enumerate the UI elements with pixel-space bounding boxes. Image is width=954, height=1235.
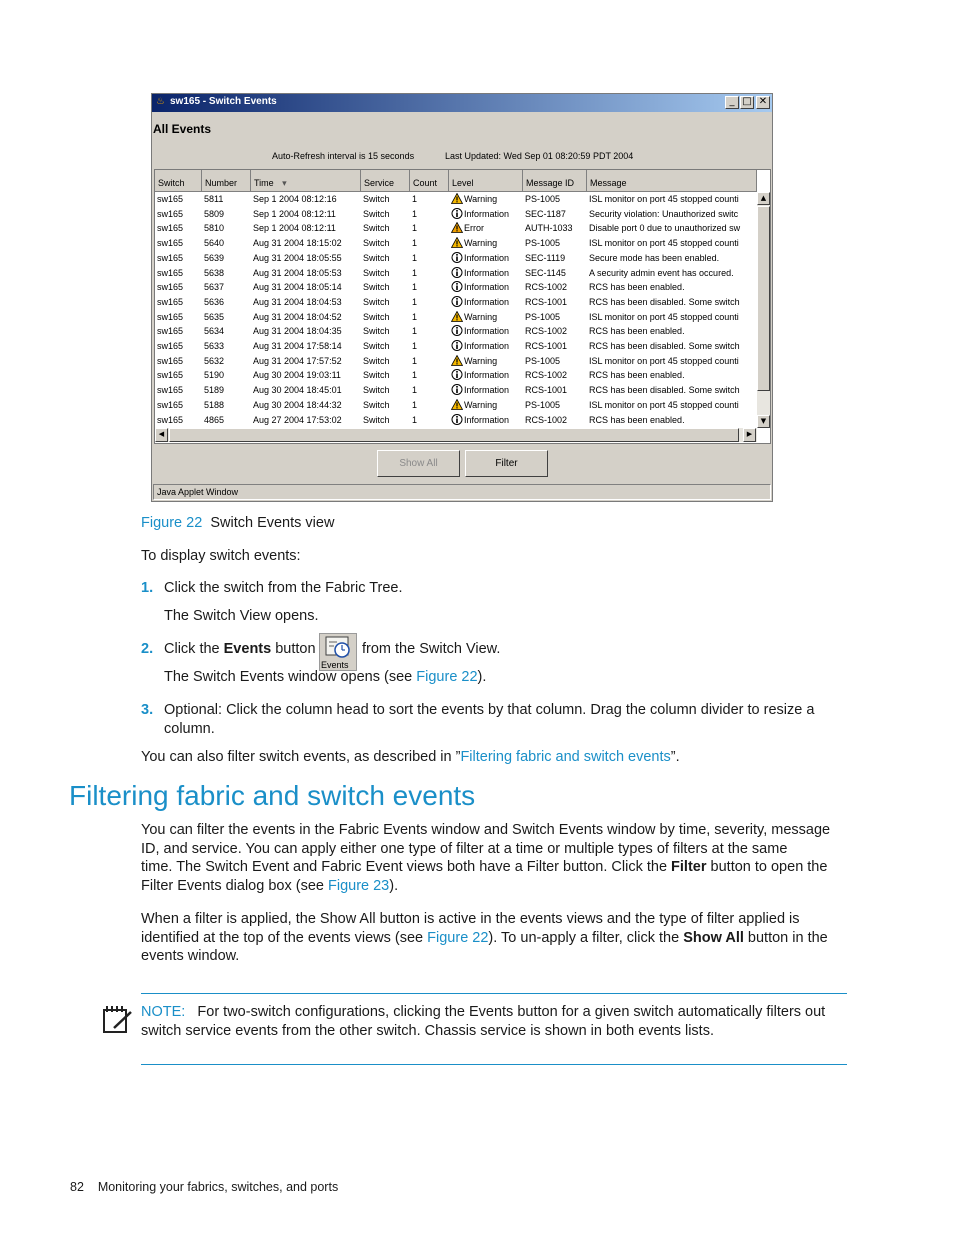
table-cell: Information (449, 368, 523, 383)
table-cell: 5638 (204, 267, 225, 278)
column-header-message-id[interactable]: Message ID (523, 170, 587, 192)
info-icon (451, 296, 463, 307)
table-cell: 5634 (204, 326, 225, 337)
title-bar (152, 94, 772, 112)
table-cell: sw165 (157, 296, 184, 307)
table-cell: Aug 31 2004 18:04:53 (253, 296, 342, 307)
table-cell: SEC-1119 (525, 252, 566, 263)
table-cell: ISL monitor on port 45 stopped counti (589, 355, 739, 366)
table-cell: Switch (363, 399, 390, 410)
table-cell: A security admin event has occured. (589, 267, 734, 278)
status-bar: Java Applet Window (153, 484, 771, 500)
table-cell: Warning (449, 236, 523, 251)
table-cell: sw165 (157, 311, 184, 322)
table-cell: PS-1005 (525, 311, 561, 322)
table-cell: sw165 (157, 194, 184, 204)
table-cell: RCS has been enabled. (589, 326, 685, 337)
para1-l4-pre: Filter Events dialog box (see (141, 878, 324, 894)
table-cell: Aug 30 2004 18:44:32 (253, 399, 342, 410)
table-cell: Aug 27 2004 17:53:02 (253, 414, 342, 425)
minimize-icon[interactable]: _ (725, 96, 739, 109)
table-cell: Aug 31 2004 18:04:35 (253, 326, 342, 337)
table-cell: 1 (412, 385, 418, 396)
table-cell: SEC-1145 (525, 267, 566, 278)
table-cell: sw165 (157, 267, 184, 278)
warning-icon (451, 311, 463, 322)
table-cell: 1 (412, 296, 418, 307)
para1-line4 (141, 877, 398, 896)
table-cell: Warning (449, 310, 523, 325)
figure-22-link[interactable]: Figure 22 (416, 669, 478, 685)
info-icon (451, 369, 463, 380)
table-cell: Information (449, 383, 523, 398)
sort-arrow-icon: ▾ (279, 178, 287, 188)
all-events-heading: All Events (153, 122, 212, 136)
table-cell: PS-1005 (525, 399, 561, 410)
table-cell: RCS-1001 (525, 341, 568, 351)
para1-line3 (141, 858, 827, 877)
maximize-icon[interactable]: □ (740, 96, 754, 109)
step-2-post: button (275, 641, 316, 657)
table-row[interactable] (155, 383, 757, 398)
note-pad-icon (101, 1004, 135, 1036)
step-1-text: Click the switch from the Fabric Tree. (164, 580, 403, 596)
table-cell: 1 (412, 208, 418, 219)
column-header-message[interactable]: Message (587, 170, 757, 192)
table-cell: Switch (363, 267, 390, 278)
table-row[interactable] (155, 398, 757, 413)
table-cell: Warning (449, 192, 523, 207)
table-cell: Information (449, 207, 523, 222)
figure-23-link[interactable]: Figure 23 (327, 878, 390, 894)
para1-line1: You can filter the events in the Fabric Events window and Switch Events window by time, severity, message (141, 822, 831, 838)
table-cell: 1 (412, 399, 418, 410)
note-label: NOTE: (141, 1004, 186, 1020)
info-icon (451, 414, 463, 425)
table-cell: Switch (363, 238, 390, 249)
table-cell: Switch (363, 282, 390, 293)
table-cell: sw165 (157, 341, 184, 351)
figure-22-link-2[interactable]: Figure 22 (427, 930, 489, 946)
figure-caption (141, 514, 334, 533)
column-header-count[interactable]: Count (410, 170, 449, 192)
also-filter-text (141, 748, 680, 767)
table-cell: Aug 30 2004 19:03:11 (253, 370, 341, 381)
table-cell: RCS-1002 (525, 370, 568, 381)
table-cell: sw165 (157, 385, 184, 396)
table-cell: RCS has been disabled. Some switch (589, 385, 740, 396)
table-row[interactable] (155, 324, 757, 339)
table-cell: RCS has been enabled. (589, 282, 685, 293)
note-top-rule (141, 993, 847, 994)
step-1-number: 1. (141, 580, 154, 596)
table-cell: RCS has been enabled. (589, 414, 685, 425)
also-post: ”. (670, 749, 680, 765)
table-row[interactable] (155, 251, 757, 266)
table-cell: 5633 (204, 341, 225, 351)
table-cell: Switch (363, 370, 390, 381)
last-updated: Last Updated: Wed Sep 01 08:20:59 PDT 2004 (445, 151, 634, 161)
table-cell: 1 (412, 355, 418, 366)
table-cell: Switch (363, 355, 390, 366)
table-row[interactable] (155, 266, 757, 281)
table-cell: 1 (412, 282, 418, 293)
table-cell: Switch (363, 223, 390, 234)
error-icon (451, 222, 463, 233)
table-cell: Information (449, 295, 523, 310)
table-cell: sw165 (157, 252, 184, 263)
table-cell: Aug 31 2004 17:57:52 (253, 355, 342, 366)
table-cell: Switch (363, 194, 390, 204)
caption-text: Switch Events view (210, 515, 335, 531)
table-cell: RCS-1002 (525, 326, 568, 337)
table-cell: 5632 (204, 355, 225, 366)
table-cell: Switch (363, 208, 390, 219)
events-table (154, 169, 771, 444)
table-cell: Aug 31 2004 17:58:14 (253, 341, 342, 351)
step-2-result-pre: The Switch Events window opens (see (164, 669, 413, 685)
column-header-service[interactable]: Service (361, 170, 410, 192)
table-cell: RCS-1001 (525, 296, 568, 307)
horizontal-scrollbar[interactable] (155, 428, 757, 442)
table-cell: sw165 (157, 282, 184, 293)
info-icon (451, 384, 463, 395)
table-cell: RCS-1002 (525, 414, 568, 425)
intro-text: To display switch events: (141, 548, 301, 564)
table-cell: Secure mode has been enabled. (589, 252, 720, 263)
table-cell: RCS has been enabled. (589, 370, 685, 381)
scroll-thumb[interactable] (757, 206, 770, 391)
step-2-bold: Events (223, 641, 272, 657)
table-cell: RCS has been disabled. Some switch (589, 296, 740, 307)
also-pre: You can also filter switch events, as described in ” (141, 749, 461, 765)
table-cell: Sep 1 2004 08:12:11 (253, 208, 336, 219)
figure-label: Figure 22 (141, 515, 203, 531)
table-cell: ISL monitor on port 45 stopped counti (589, 311, 739, 322)
table-row[interactable] (155, 295, 757, 310)
table-cell: sw165 (157, 370, 184, 381)
table-cell: 5636 (204, 296, 225, 307)
table-cell: 1 (412, 326, 418, 337)
table-cell: Security violation: Unauthorized switc (589, 208, 739, 219)
show-all-button[interactable]: Show All (377, 450, 460, 477)
table-cell: Sep 1 2004 08:12:16 (253, 194, 337, 204)
table-cell: 5188 (204, 399, 225, 410)
para2-line2 (141, 929, 828, 948)
table-cell: Aug 31 2004 18:05:14 (253, 282, 342, 293)
scroll-up-icon[interactable]: ▲ (757, 192, 770, 205)
table-cell: Aug 31 2004 18:05:53 (253, 267, 342, 278)
note-line1 (141, 1003, 825, 1022)
table-cell: 1 (412, 267, 418, 278)
table-cell: Switch (363, 296, 390, 307)
section-heading: Filtering fabric and switch events (69, 780, 476, 811)
table-cell: Switch (363, 414, 390, 425)
table-cell: sw165 (157, 355, 184, 366)
scroll-right-icon[interactable]: ▶ (743, 428, 756, 442)
scroll-down-icon[interactable]: ▼ (757, 415, 770, 428)
events-icon-label: Events (321, 660, 349, 670)
step-2-text (164, 640, 316, 659)
table-cell: 5640 (204, 238, 225, 249)
window-title: sw165 - Switch Events (170, 96, 277, 107)
table-cell: sw165 (157, 208, 184, 219)
vertical-scrollbar[interactable] (757, 192, 770, 428)
table-cell: Information (449, 280, 523, 295)
table-cell: 1 (412, 223, 418, 234)
note-line2: switch service events from the other switch. Chassis service is shown in both events lists. (141, 1023, 714, 1039)
table-cell: ISL monitor on port 45 stopped counti (589, 399, 739, 410)
table-cell: sw165 (157, 238, 184, 249)
table-cell: Information (449, 324, 523, 339)
table-cell: Information (449, 339, 523, 354)
table-row[interactable] (155, 236, 757, 251)
table-cell: 5639 (204, 252, 225, 263)
table-cell: sw165 (157, 223, 184, 234)
refresh-interval: Auto-Refresh interval is 15 seconds (272, 151, 415, 161)
table-cell: Information (449, 251, 523, 266)
note-bottom-rule (141, 1064, 847, 1065)
note-text-1: For two-switch configurations, clicking the Events button for a given switch automatically filters out (197, 1004, 826, 1020)
step-3-number: 3. (141, 702, 154, 718)
para2-line3: events window. (141, 948, 240, 964)
table-cell: ISL monitor on port 45 stopped counti (589, 238, 739, 249)
table-cell: 1 (412, 311, 418, 322)
table-cell: PS-1005 (525, 194, 561, 204)
info-icon (451, 340, 463, 351)
table-cell: sw165 (157, 326, 184, 337)
table-cell: 1 (412, 252, 418, 263)
para2-line1: When a filter is applied, the Show All button is active in the events views and the type of filter applied is (141, 911, 800, 927)
table-cell: Warning (449, 354, 523, 369)
table-cell: Aug 30 2004 18:45:01 (253, 385, 342, 396)
para1-l3-post: button to open the (710, 859, 828, 875)
table-cell: Information (449, 413, 523, 428)
para2-l2-post: button in the (747, 930, 828, 946)
table-row[interactable] (155, 339, 757, 354)
page-number: 82 (70, 1180, 84, 1194)
table-cell: RCS has been disabled. Some switch (589, 341, 740, 351)
table-row[interactable] (155, 280, 757, 295)
info-icon (451, 325, 463, 336)
table-row[interactable] (155, 192, 757, 207)
filtering-link[interactable]: Filtering fabric and switch events (460, 749, 671, 765)
table-row[interactable] (155, 207, 757, 222)
table-cell: 1 (412, 370, 418, 381)
table-cell: Switch (363, 311, 390, 322)
table-cell: Switch (363, 385, 390, 396)
table-cell: 5809 (204, 208, 225, 219)
info-icon (451, 208, 463, 219)
table-cell: sw165 (157, 399, 184, 410)
table-row[interactable] (155, 413, 757, 428)
para1-l4-post: ). (389, 878, 399, 894)
warning-icon (451, 399, 463, 410)
table-cell: Aug 31 2004 18:05:55 (253, 252, 342, 263)
table-row[interactable] (155, 368, 757, 383)
table-row[interactable] (155, 221, 757, 236)
java-icon: ♨ (156, 96, 165, 107)
table-cell: Error (449, 221, 523, 236)
info-icon (451, 252, 463, 263)
page-footer (70, 1180, 338, 1194)
table-cell: Warning (449, 398, 523, 413)
table-cell: PS-1005 (525, 238, 561, 249)
step-2-result-post: ). (477, 669, 487, 685)
table-cell: 1 (412, 414, 418, 425)
table-cell: Information (449, 266, 523, 281)
table-cell: 1 (412, 194, 418, 204)
info-icon (451, 281, 463, 292)
clock-icon (320, 634, 356, 660)
column-header-time[interactable]: Time ▾ (251, 170, 361, 192)
para1-l3-pre: time. The Switch Event and Fabric Event views both have a Filter button. Click the (141, 859, 668, 875)
table-cell: RCS-1001 (525, 385, 568, 396)
events-button-icon (319, 633, 357, 671)
table-cell: 4865 (204, 414, 225, 425)
footer-text: Monitoring your fabrics, switches, and ports (97, 1180, 339, 1194)
table-cell: 5190 (204, 370, 225, 381)
warning-icon (451, 355, 463, 366)
table-cell: Sep 1 2004 08:12:11 (253, 223, 336, 234)
step-2-after: from the Switch View. (362, 641, 501, 657)
table-cell: Switch (363, 252, 390, 263)
filter-button[interactable]: Filter (465, 450, 548, 477)
table-cell: RCS-1002 (525, 282, 568, 293)
para2-l2-pre: identified at the top of the events views (see (141, 930, 424, 946)
column-header-level[interactable]: Level (449, 170, 523, 192)
table-row[interactable] (155, 310, 757, 325)
para2-l2-mid: ). To un-apply a filter, click the (488, 930, 680, 946)
table-cell: Switch (363, 326, 390, 337)
table-cell: AUTH-1033 (525, 223, 573, 234)
step-3-line2: column. (164, 721, 215, 737)
switch-events-window (151, 93, 773, 502)
warning-icon (451, 237, 463, 248)
scroll-thumb-horizontal[interactable] (169, 428, 739, 442)
table-cell: ISL monitor on port 45 stopped counti (589, 194, 739, 204)
scroll-left-icon[interactable]: ◀ (155, 428, 168, 442)
step-2-result (164, 668, 486, 687)
step-2-number: 2. (141, 641, 154, 657)
step-2-pre: Click the (164, 641, 220, 657)
table-row[interactable] (155, 354, 757, 369)
column-header-switch[interactable]: Switch (155, 170, 202, 192)
table-cell: SEC-1187 (525, 208, 566, 219)
close-icon[interactable]: ✕ (756, 96, 770, 109)
step-3-line1: Optional: Click the column head to sort the events by that column. Drag the column divider to resize a (164, 702, 815, 718)
table-cell: 5811 (204, 194, 224, 204)
table-cell: 5635 (204, 311, 225, 322)
table-cell: sw165 (157, 414, 184, 425)
table-cell: 1 (412, 341, 418, 351)
table-cell: Aug 31 2004 18:04:52 (253, 311, 342, 322)
table-cell: 5189 (204, 385, 225, 396)
table-cell: 5810 (204, 223, 225, 234)
table-cell: Switch (363, 341, 390, 351)
step-1-result: The Switch View opens. (164, 608, 319, 624)
table-cell: Disable port 0 due to unauthorized sw (589, 223, 741, 234)
warning-icon (451, 193, 463, 204)
table-cell: 1 (412, 238, 418, 249)
info-icon (451, 267, 463, 278)
table-cell: Aug 31 2004 18:15:02 (253, 238, 342, 249)
para1-line2: ID, and service. You can apply either one type of filter at a time or multiple types of filters at the same (141, 841, 788, 857)
column-header-number[interactable]: Number (202, 170, 251, 192)
table-cell: 5637 (204, 282, 225, 293)
para1-l3-bold: Filter (671, 859, 707, 875)
para2-l2-bold: Show All (683, 930, 744, 946)
table-cell: PS-1005 (525, 355, 561, 366)
